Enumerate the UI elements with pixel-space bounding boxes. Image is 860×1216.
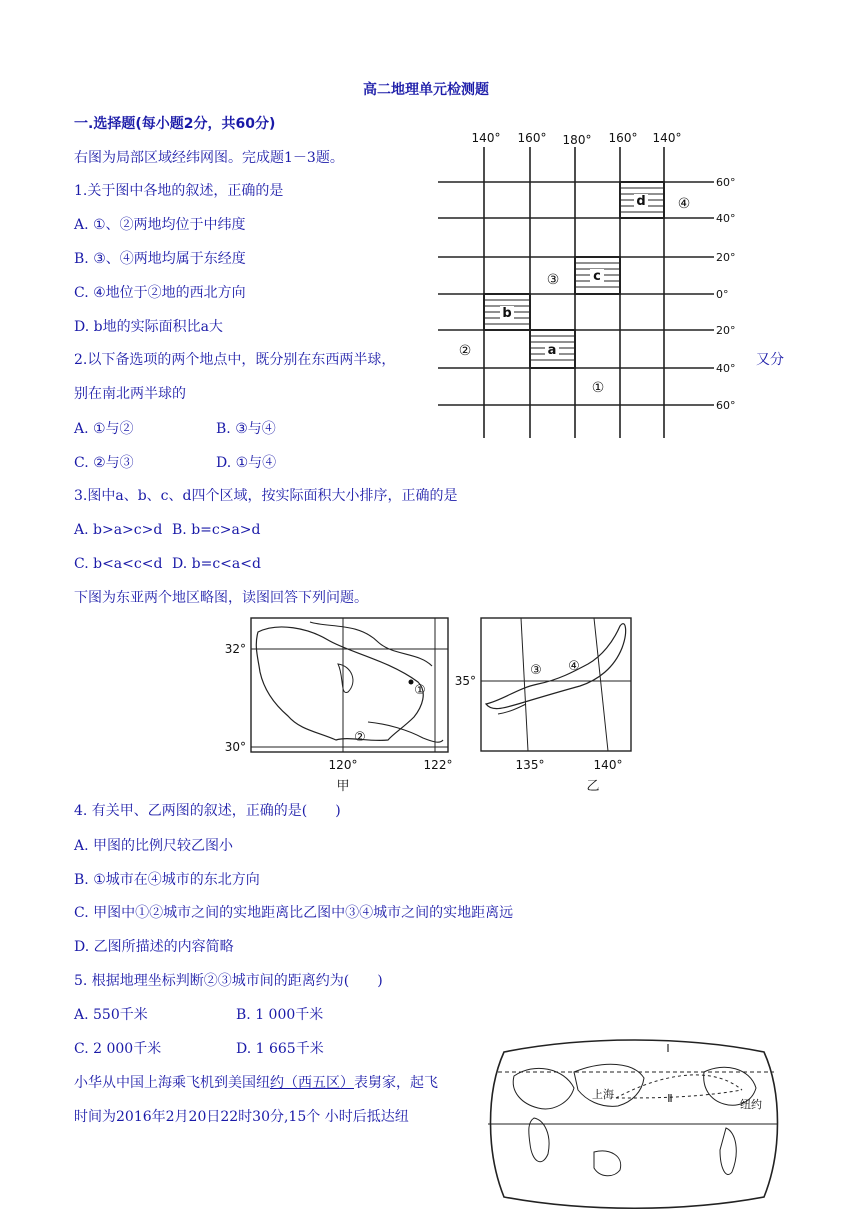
q5-option-a: A. 550千米 <box>74 1007 148 1023</box>
q3-stem: 3.图中a、b、c、d四个区域，按实际面积大小排序，正确的是 <box>74 488 458 504</box>
east-asia-maps <box>218 612 638 798</box>
q3-option-a: A. b>a>c>d <box>74 522 163 538</box>
lat-label: 0° <box>716 288 729 301</box>
region-b: b <box>502 306 512 321</box>
q2-stem-cont: 又分 <box>756 352 784 368</box>
lon-label: 160° <box>517 131 547 145</box>
jia-lon-right: 122° <box>423 758 453 772</box>
point-2: ② <box>458 343 472 359</box>
lon-label: 180° <box>562 133 592 147</box>
yi-point-3: ③ <box>530 663 542 678</box>
jia-point-1: ① <box>414 683 426 698</box>
q1-option-c: C. ④地位于②地的西北方向 <box>74 285 246 301</box>
newyork-label: 纽约 <box>740 1098 762 1111</box>
intro-flight: 小华从中国上海乘飞机到美国纽约（西五区）表舅家，起飞 <box>74 1075 438 1091</box>
q2-option-b: B. ③与④ <box>216 421 276 437</box>
jia-lat-bottom: 30° <box>224 740 246 754</box>
world-map <box>474 1032 788 1212</box>
q5-stem: 5. 根据地理坐标判断②③城市间的距离约为( ) <box>74 973 383 989</box>
jia-map-name: 甲 <box>336 779 350 794</box>
lat-label: 60° <box>716 399 736 412</box>
newyork-timezone: 约（西五区） <box>270 1075 354 1091</box>
section-heading: 一.选择题(每小题2分，共60分) <box>74 116 276 132</box>
q4-option-c: C. 甲图中①②城市之间的实地距离比乙图中③④城市之间的实地距离远 <box>74 905 514 921</box>
q2-option-d: D. ①与④ <box>216 455 277 471</box>
q2-option-c: C. ②与③ <box>74 455 134 471</box>
point-3: ③ <box>546 272 560 288</box>
lat-label: 40° <box>716 362 736 375</box>
q3-option-b: B. b=c>a>d <box>172 522 261 538</box>
q3-option-d: D. b=c<a<d <box>172 556 261 572</box>
jia-lon-left: 120° <box>328 758 358 772</box>
lat-label: 60° <box>716 176 736 189</box>
page-title: 高二地理单元检测题 <box>363 82 489 98</box>
q4-option-d: D. 乙图所描述的内容简略 <box>74 939 234 955</box>
point-1: ① <box>591 380 605 396</box>
yi-lon-left: 135° <box>515 758 545 772</box>
q2-option-a: A. ①与② <box>74 421 134 437</box>
lon-label: 160° <box>608 131 638 145</box>
intro-grid: 右图为局部区域经纬网图。完成题1－3题。 <box>74 150 344 166</box>
q3-option-c: C. b<a<c<d <box>74 556 163 572</box>
region-a: a <box>547 343 557 358</box>
q4-option-a: A. 甲图的比例尺较乙图小 <box>74 838 234 854</box>
region-d: d <box>636 194 646 209</box>
q1-stem: 1.关于图中各地的叙述，正确的是 <box>74 183 284 199</box>
q4-option-b: B. ①城市在④城市的东北方向 <box>74 872 260 888</box>
lon-label: 140° <box>652 131 682 145</box>
lat-label: 20° <box>716 324 736 337</box>
route-2-label: Ⅱ <box>667 1092 673 1105</box>
q5-option-b: B. 1 000千米 <box>236 1007 324 1023</box>
route-1-label: Ⅰ <box>666 1042 670 1055</box>
region-c: c <box>593 269 601 284</box>
shanghai-label: 上海 <box>592 1088 614 1101</box>
q5-option-d: D. 1 665千米 <box>236 1041 324 1057</box>
q2-stem-line2: 别在南北两半球的 <box>74 386 186 402</box>
lat-label: 20° <box>716 251 736 264</box>
graticule-map <box>432 122 762 442</box>
yi-lon-right: 140° <box>593 758 623 772</box>
q1-option-b: B. ③、④两地均属于东经度 <box>74 251 246 267</box>
q5-option-c: C. 2 000千米 <box>74 1041 162 1057</box>
lat-label: 40° <box>716 212 736 225</box>
q2-stem: 2.以下备选项的两个地点中，既分别在东西两半球， <box>74 352 396 368</box>
lon-label: 140° <box>471 131 501 145</box>
q1-option-d: D. b地的实际面积比a大 <box>74 319 223 335</box>
point-4: ④ <box>677 196 691 212</box>
intro-flight-line2: 时间为2016年2月20日22时30分,15个 小时后抵达纽 <box>74 1109 409 1125</box>
q4-stem: 4. 有关甲、乙两图的叙述，正确的是( ) <box>74 803 341 819</box>
q1-option-a: A. ①、②两地均位于中纬度 <box>74 217 246 233</box>
yi-lat: 35° <box>454 674 476 688</box>
jia-lat-top: 32° <box>224 642 246 656</box>
yi-map-name: 乙 <box>586 779 600 794</box>
intro-east-asia: 下图为东亚两个地区略图，读图回答下列问题。 <box>74 590 368 606</box>
jia-point-2: ② <box>354 730 366 745</box>
yi-point-4: ④ <box>568 659 580 674</box>
